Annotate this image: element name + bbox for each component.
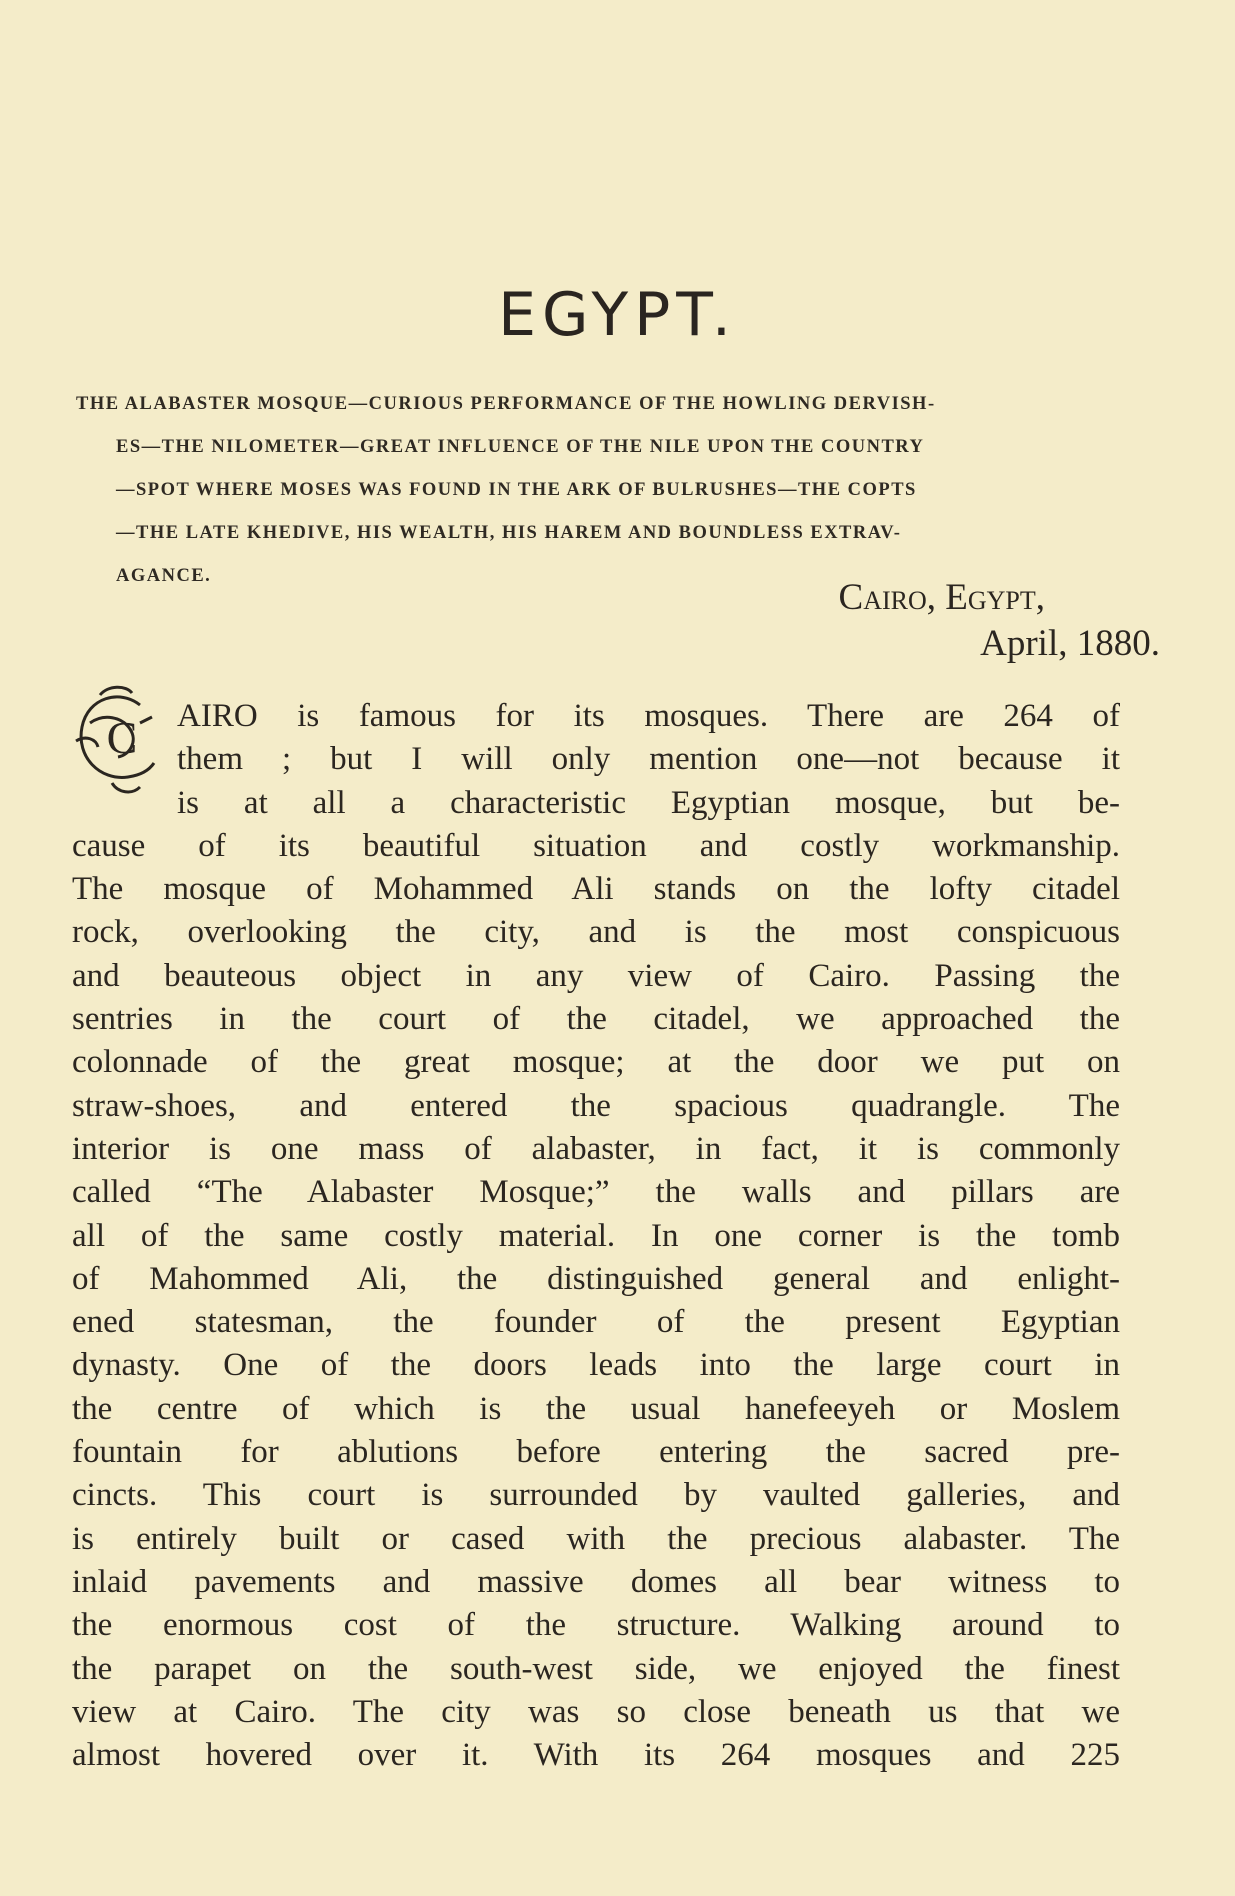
body-line: fountain for ablutions before entering the sacred pre-	[72, 1434, 1120, 1471]
body-line: inlaid pavements and massive domes all bear witness to	[72, 1563, 1120, 1600]
body-line: almost hovered over it. With its 264 mosques and 225	[72, 1737, 1120, 1774]
body-line: all of the same costly material. In one corner is the tomb	[72, 1217, 1120, 1254]
body-line: is at all a characteristic Egyptian mosque, but be-	[177, 784, 1120, 821]
synopsis-line: —THE LATE KHEDIVE, HIS WEALTH, HIS HAREM AND BOUNDLESS EXTRAV-	[116, 523, 902, 543]
body-line: rock, overlooking the city, and is the most conspicuous	[72, 914, 1120, 951]
body-line: view at Cairo. The city was so close beneath us that we	[72, 1693, 1120, 1730]
dropcap-letter: C	[106, 712, 138, 763]
body-line: the parapet on the south-west side, we enjoyed the finest	[72, 1650, 1120, 1687]
body-line: cause of its beautiful situation and costly workmanship.	[72, 827, 1120, 864]
body-line: sentries in the court of the citadel, we approached the	[72, 1001, 1120, 1038]
body-line: cincts. This court is surrounded by vaulted galleries, and	[72, 1477, 1120, 1514]
synopsis-line: THE ALABASTER MOSQUE—CURIOUS PERFORMANCE OF THE HOWLING DERVISH-	[76, 394, 936, 414]
body-line: called “The Alabaster Mosque;” the walls and pillars are	[72, 1174, 1120, 1211]
body-line: dynasty. One of the doors leads into the large court in	[72, 1347, 1120, 1384]
body-line: the centre of which is the usual hanefeeyeh or Moslem	[72, 1390, 1120, 1427]
chapter-synopsis	[76, 383, 1128, 598]
dateline-date: April, 1880.	[980, 623, 1160, 664]
body-text	[72, 695, 1120, 1777]
synopsis-line: ES—THE NILOMETER—GREAT INFLUENCE OF THE NILE UPON THE COUNTRY	[116, 437, 925, 457]
body-line: colonnade of the great mosque; at the door we put on	[72, 1044, 1120, 1081]
body-line: AIRO is famous for its mosques. There are 264 of	[177, 698, 1120, 734]
chapter-title: EGYPT.	[498, 280, 737, 350]
body-line: The mosque of Mohammed Ali stands on the lofty citadel	[72, 871, 1120, 908]
synopsis-line: AGANCE.	[116, 566, 212, 586]
body-line: straw-shoes, and entered the spacious quadrangle. The	[72, 1087, 1120, 1124]
dateline	[838, 575, 1160, 667]
body-line: them ; but I will only mention one—not because it	[177, 741, 1120, 778]
body-line: is entirely built or cased with the precious alabaster. The	[72, 1520, 1120, 1557]
synopsis-line: —SPOT WHERE MOSES WAS FOUND IN THE ARK OF BULRUSHES—THE COPTS	[116, 480, 917, 500]
dateline-place: Cairo, Egypt,	[838, 577, 1045, 618]
body-line: ened statesman, the founder of the present Egyptian	[72, 1304, 1120, 1341]
body-line: interior is one mass of alabaster, in fact, it is commonly	[72, 1130, 1120, 1167]
body-line: and beauteous object in any view of Cairo. Passing the	[72, 957, 1120, 994]
body-line: the enormous cost of the structure. Walking around to	[72, 1607, 1120, 1644]
body-line: of Mahommed Ali, the distinguished general and enlight-	[72, 1260, 1120, 1297]
